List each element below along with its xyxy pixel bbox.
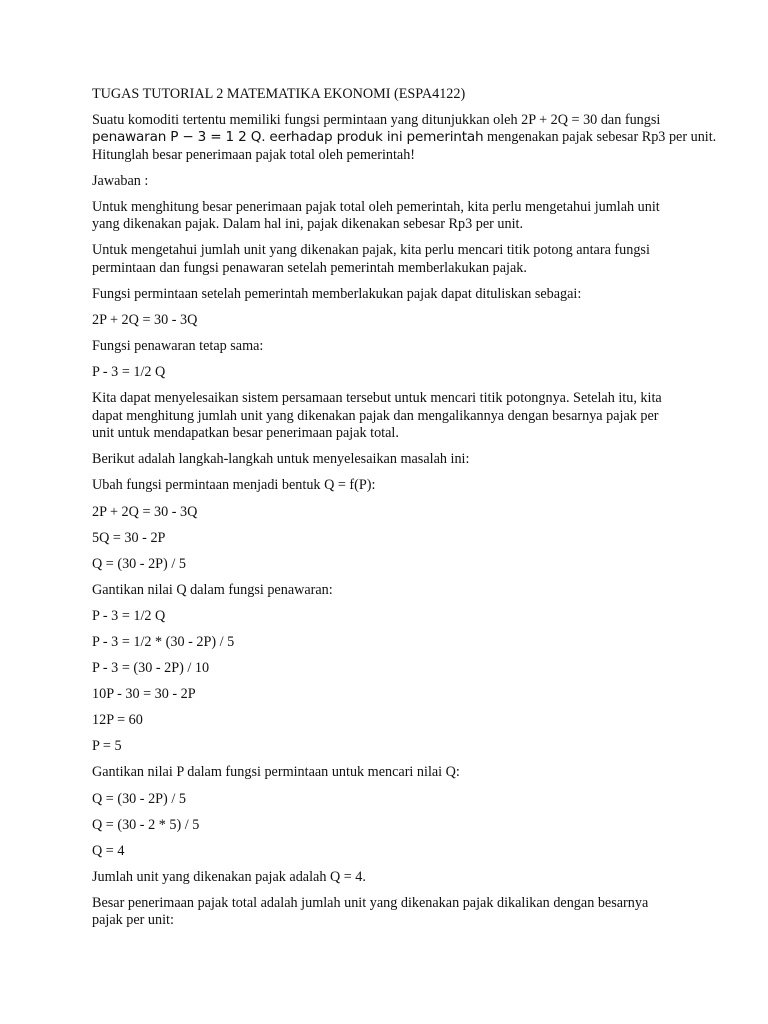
equation-14 bbox=[92, 843, 682, 861]
document-page bbox=[92, 86, 717, 939]
eq7-text: P - 3 = 1/2 * (30 - 2P) / 5 bbox=[92, 634, 235, 650]
equation-11 bbox=[92, 738, 682, 756]
question-line-2-rest: mengenakan pajak sebesar Rp3 per unit. bbox=[483, 129, 717, 145]
equation-7 bbox=[92, 634, 682, 652]
p9-line: Gantikan nilai P dalam fungsi permintaan untuk mencari nilai Q: bbox=[92, 764, 460, 781]
p1-line-1: Untuk menghitung besar penerimaan pajak total oleh pemerintah, kita perlu mengetahui jumlah unit bbox=[92, 198, 660, 215]
paragraph-p5 bbox=[92, 390, 682, 443]
eq12-text: Q = (30 - 2P) / 5 bbox=[92, 790, 186, 807]
paragraph-p6 bbox=[92, 451, 682, 469]
equation-5 bbox=[92, 556, 682, 574]
eq5-text: Q = (30 - 2P) / 5 bbox=[92, 555, 186, 572]
paragraph-p2 bbox=[92, 242, 682, 277]
p5-line-1: Kita dapat menyelesaikan sistem persamaan tersebut untuk mencari titik potongnya. Setelah itu, kita bbox=[92, 390, 662, 407]
eq13-text: Q = (30 - 2 * 5) / 5 bbox=[92, 816, 200, 833]
eq14-text: Q = 4 bbox=[92, 842, 125, 859]
equation-1 bbox=[92, 312, 682, 330]
paragraph-p10 bbox=[92, 869, 682, 887]
eq4-text: 5Q = 30 - 2P bbox=[92, 529, 166, 546]
equation-3 bbox=[92, 504, 682, 522]
p7-line: Ubah fungsi permintaan menjadi bentuk Q = f(P): bbox=[92, 477, 376, 494]
equation-2 bbox=[92, 364, 682, 382]
paragraph-p4 bbox=[92, 338, 682, 356]
equation-9 bbox=[92, 686, 682, 704]
equation-8 bbox=[92, 660, 682, 678]
p2-line-1: Untuk mengetahui jumlah unit yang dikenakan pajak, kita perlu mencari titik potong antara fungsi bbox=[92, 242, 650, 259]
p5-line-3: unit untuk mendapatkan besar penerimaan pajak total. bbox=[92, 425, 399, 442]
eq3-text: 2P + 2Q = 30 - 3Q bbox=[92, 503, 198, 520]
answer-label bbox=[92, 173, 682, 191]
p6-line: Berikut adalah langkah-langkah untuk menyelesaikan masalah ini: bbox=[92, 451, 470, 468]
equation-12 bbox=[92, 791, 682, 809]
question-line-2 bbox=[92, 129, 717, 147]
p11-line-1: Besar penerimaan pajak total adalah jumlah unit yang dikenakan pajak dikalikan dengan besarnya bbox=[92, 894, 649, 911]
equation-10 bbox=[92, 712, 682, 730]
answer-label-text: Jawaban : bbox=[92, 172, 149, 189]
eq2-text: P - 3 = 1/2 Q bbox=[92, 364, 166, 381]
p2-line-2: permintaan dan fungsi penawaran setelah pemerintah memberlakukan pajak. bbox=[92, 259, 527, 276]
p11-line-2: pajak per unit: bbox=[92, 912, 174, 929]
question-paragraph bbox=[92, 111, 717, 165]
title-text: TUGAS TUTORIAL 2 MATEMATIKA EKONOMI (ESPA4122) bbox=[92, 86, 466, 102]
question-line-1: Suatu komoditi tertentu memiliki fungsi permintaan yang ditunjukkan oleh 2P + 2Q = 30 dan fungsi bbox=[92, 111, 661, 128]
paragraph-p9 bbox=[92, 764, 682, 782]
question-line-3: Hitunglah besar penerimaan pajak total oleh pemerintah! bbox=[92, 146, 416, 163]
equation-4 bbox=[92, 530, 682, 548]
eq8-text: P - 3 = (30 - 2P) / 10 bbox=[92, 660, 210, 677]
p4-line: Fungsi penawaran tetap sama: bbox=[92, 338, 264, 355]
paragraph-p8 bbox=[92, 582, 682, 600]
p10-line: Jumlah unit yang dikenakan pajak adalah Q = 4. bbox=[92, 868, 366, 885]
eq11-text: P = 5 bbox=[92, 738, 122, 755]
p3-line: Fungsi permintaan setelah pemerintah memberlakukan pajak dapat dituliskan sebagai: bbox=[92, 285, 582, 302]
document-title bbox=[92, 86, 682, 104]
p8-line: Gantikan nilai Q dalam fungsi penawaran: bbox=[92, 581, 333, 598]
equation-13 bbox=[92, 817, 682, 835]
eq1-text: 2P + 2Q = 30 - 3Q bbox=[92, 311, 198, 328]
paragraph-p3 bbox=[92, 286, 682, 304]
eq9-text: 10P - 30 = 30 - 2P bbox=[92, 686, 196, 703]
p5-line-2: dapat menghitung jumlah unit yang dikenakan pajak dan mengalikannya dengan besarnya pajak per bbox=[92, 407, 659, 424]
equation-6 bbox=[92, 608, 682, 626]
p1-line-2: yang dikenakan pajak. Dalam hal ini, pajak dikenakan sebesar Rp3 per unit. bbox=[92, 216, 524, 233]
paragraph-p7 bbox=[92, 477, 682, 495]
paragraph-p1 bbox=[92, 199, 682, 234]
eq6-text: P - 3 = 1/2 Q bbox=[92, 607, 166, 624]
eq10-text: 12P = 60 bbox=[92, 712, 143, 729]
question-line-2-scanned: penawaran P − 3 = 1 2 Q. eerhadap produk ini pemerintah bbox=[92, 129, 484, 145]
paragraph-p11 bbox=[92, 895, 682, 930]
